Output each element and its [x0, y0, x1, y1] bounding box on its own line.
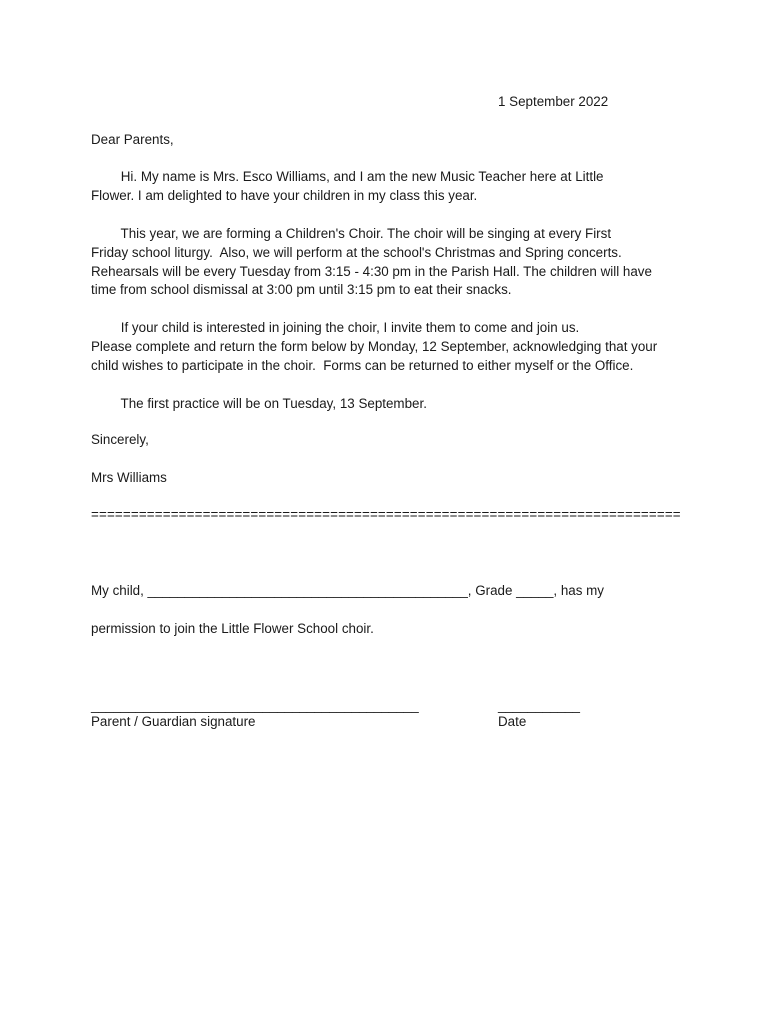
paragraph-introduction — [91, 168, 686, 206]
signature-name: Mrs Williams — [91, 470, 167, 485]
paragraph-line: Hi. My name is Mrs. Esco Williams, and I am the new Music Teacher here at Little — [91, 169, 604, 184]
paragraph-line: The first practice will be on Tuesday, 13 September. — [91, 396, 427, 411]
paragraph-line: This year, we are forming a Children's Choir. The choir will be singing at every First — [91, 226, 612, 241]
date-label: Date — [498, 714, 527, 729]
paragraph-line: child wishes to participate in the choir. Forms can be returned to either myself or the Office. — [91, 357, 634, 373]
paragraph-line: Friday school liturgy. Also, we will perform at the school's Christmas and Spring concerts. — [91, 244, 622, 260]
date-blank-line: ___________ — [498, 698, 580, 713]
signature-label: Parent / Guardian signature — [91, 714, 256, 729]
paragraph-line: Please complete and return the form below by Monday, 12 September, acknowledging that your — [91, 338, 658, 354]
paragraph-invitation — [91, 319, 686, 375]
paragraph-line: If your child is interested in joining the choir, I invite them to come and join us. — [91, 320, 580, 335]
paragraph-choir-details — [91, 225, 686, 300]
permission-form-line-consent: permission to join the Little Flower School choir. — [91, 621, 374, 636]
closing: Sincerely, — [91, 432, 149, 447]
paragraph-line: Rehearsals will be every Tuesday from 3:15 - 4:30 pm in the Parish Hall. The children will have — [91, 263, 652, 279]
paragraph-first-practice — [91, 395, 686, 414]
permission-form-line-child: My child, ___________________________________________, Grade _____, has my — [91, 583, 604, 598]
signature-blank-line: ____________________________________________ — [91, 698, 419, 713]
paragraph-line: time from school dismissal at 3:00 pm until 3:15 pm to eat their snacks. — [91, 282, 512, 298]
letter-date: 1 September 2022 — [498, 94, 609, 109]
cut-line-divider: ========================================================================== — [91, 507, 681, 522]
paragraph-line: Flower. I am delighted to have your children in my class this year. — [91, 187, 478, 203]
salutation: Dear Parents, — [91, 132, 174, 147]
